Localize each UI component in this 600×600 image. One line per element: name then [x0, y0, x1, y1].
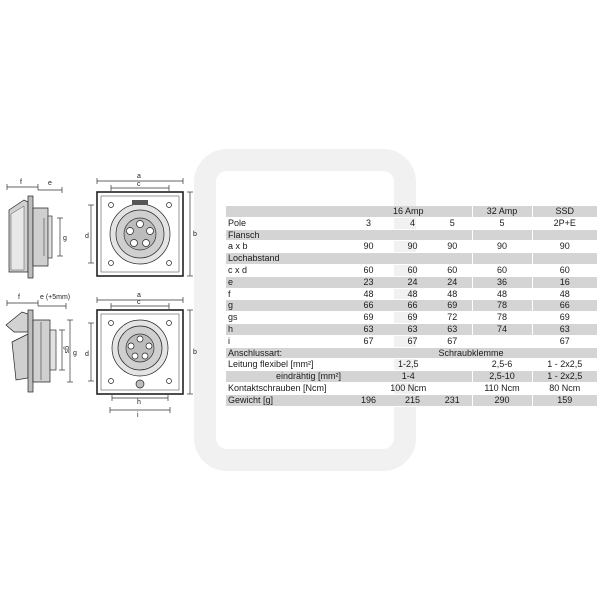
cell-value: 2,5-6 [472, 359, 532, 371]
cell-value: 48 [407, 288, 418, 299]
row-label: Gewicht [g] [226, 394, 345, 406]
cell-value: 60 [407, 264, 418, 275]
cell-value: 67 [363, 335, 374, 346]
cell-value [345, 253, 392, 265]
row-label: Anschlussart: [226, 347, 345, 359]
cell-value: 63 [433, 323, 472, 335]
cell-value: 2,5-10 [472, 371, 532, 383]
cell-value [532, 253, 597, 265]
cell-value: 48 [472, 288, 532, 300]
cell-value: 48 [363, 288, 374, 299]
cell-value: 1-2,5 [398, 359, 419, 370]
dim-label-f: f [20, 179, 22, 186]
cell-value: 60 [363, 264, 374, 275]
cell-value: 69 [433, 300, 472, 312]
spec-table [226, 206, 597, 407]
cell-value: 2P+E [532, 217, 597, 229]
dim-label-c: c [137, 181, 141, 188]
cell-value: 16 [532, 276, 597, 288]
table-row [226, 371, 597, 383]
cell-value [472, 229, 532, 241]
cell-value: 1 - 2x2,5 [532, 371, 597, 383]
cell-value [433, 229, 472, 241]
cell-value: 48 [532, 288, 597, 300]
row-label: Pole [228, 217, 247, 228]
dim-label-g: g [63, 235, 67, 242]
row-label: e [226, 276, 345, 288]
cell-value: 1 - 2x2,5 [532, 359, 597, 371]
bottom-front-view [85, 292, 197, 419]
cell-value: 66 [392, 300, 433, 312]
dim-label-a: a [137, 292, 141, 299]
dim-label-i: i [137, 412, 139, 419]
cell-value [392, 229, 433, 241]
table-row [226, 359, 597, 371]
table-row [226, 382, 597, 394]
table-row [226, 312, 597, 324]
row-label: f [228, 288, 231, 299]
cell-value: 290 [472, 394, 532, 406]
cell-value: 60 [472, 264, 532, 276]
cell-value: 72 [447, 312, 458, 323]
dim-label-g: g [73, 350, 77, 357]
row-label: gs [228, 312, 238, 323]
cell-value: 4 [409, 217, 415, 228]
cell-value: 67 [447, 335, 458, 346]
dim-label-e: e [48, 180, 52, 187]
cell-value: 1-4 [345, 371, 472, 383]
table-row [226, 264, 597, 276]
row-label: Lochabstand [226, 253, 345, 265]
dim-label-b: b [193, 349, 197, 356]
table-header-row [226, 206, 597, 217]
top-side-view [7, 179, 67, 278]
table-row [226, 300, 597, 312]
cell-value [433, 253, 472, 265]
cell-value: 5 [472, 217, 532, 229]
header-32-amp: 32 Amp [472, 206, 532, 217]
table-row [226, 253, 597, 265]
cell-value: 3 [365, 217, 371, 228]
cell-value: 69 [532, 312, 597, 324]
cell-value: 36 [472, 276, 532, 288]
bottom-side-view [6, 294, 77, 392]
cell-value: 63 [392, 323, 433, 335]
table-row [226, 335, 597, 347]
cell-value: 24 [433, 276, 472, 288]
cell-value: 90 [472, 241, 532, 253]
cell-value: 90 [407, 241, 418, 252]
cell-value [345, 229, 392, 241]
cell-value: 90 [447, 241, 458, 252]
header-16-amp: 16 Amp [345, 206, 472, 217]
table-row [226, 323, 597, 335]
cell-value: 78 [472, 312, 532, 324]
table-row [226, 347, 597, 359]
cell-value: 48 [447, 288, 458, 299]
cell-value: 231 [433, 394, 472, 406]
table-row [226, 229, 597, 241]
cell-value: 63 [345, 323, 392, 335]
cell-value: 78 [472, 300, 532, 312]
cell-value: 60 [532, 264, 597, 276]
row-label: c x d [228, 264, 248, 275]
table-row [226, 241, 597, 253]
cell-value: 66 [532, 300, 597, 312]
cell-value: 215 [392, 394, 433, 406]
cell-value [472, 253, 532, 265]
dim-label-h: h [137, 399, 141, 406]
cell-value: 80 Ncm [532, 382, 597, 394]
cell-value: 196 [345, 394, 392, 406]
header-ssd: SSD [532, 206, 597, 217]
table-row [226, 276, 597, 288]
row-label: Kontaktschrauben [Ncm] [228, 382, 327, 393]
cell-value: 159 [532, 394, 597, 406]
row-label: i [228, 335, 230, 346]
cell-value: Schraubklemme [345, 347, 597, 359]
cell-value: 90 [532, 241, 597, 253]
cell-value: 63 [532, 323, 597, 335]
row-label: Flansch [226, 229, 345, 241]
cell-value [532, 229, 597, 241]
row-label: h [226, 323, 345, 335]
cell-value: 74 [472, 323, 532, 335]
dim-label-d: d [85, 233, 89, 240]
cell-value: 110 Ncm [472, 382, 532, 394]
cell-value: 67 [532, 335, 597, 347]
table-row [226, 394, 597, 406]
cell-value: 90 [363, 241, 374, 252]
cell-value: 69 [363, 312, 374, 323]
cell-value [472, 335, 532, 347]
dim-label-d: d [85, 351, 89, 358]
cell-value: 67 [407, 335, 418, 346]
dim-label-f: f [18, 294, 20, 301]
row-label: eindrähtig [mm²] [226, 371, 345, 383]
top-front-view [85, 173, 197, 276]
cell-value: 5 [449, 217, 455, 228]
dim-label-a: a [137, 173, 141, 180]
row-label: a x b [228, 241, 248, 252]
table-row [226, 288, 597, 300]
dim-label-gs: gs [63, 346, 70, 354]
cell-value [392, 253, 433, 265]
cell-value: 69 [407, 312, 418, 323]
dim-label-e-plus: e (+5mm) [40, 294, 71, 301]
row-label: Leitung flexibel [mm²] [228, 359, 314, 370]
cell-value: 23 [345, 276, 392, 288]
cell-value: 24 [392, 276, 433, 288]
dim-label-b: b [193, 231, 197, 238]
table-row [226, 217, 597, 229]
cell-value: 100 Ncm [390, 382, 427, 393]
dim-label-c: c [137, 299, 141, 306]
cell-value: 66 [345, 300, 392, 312]
cell-value: 60 [447, 264, 458, 275]
row-label: g [226, 300, 345, 312]
